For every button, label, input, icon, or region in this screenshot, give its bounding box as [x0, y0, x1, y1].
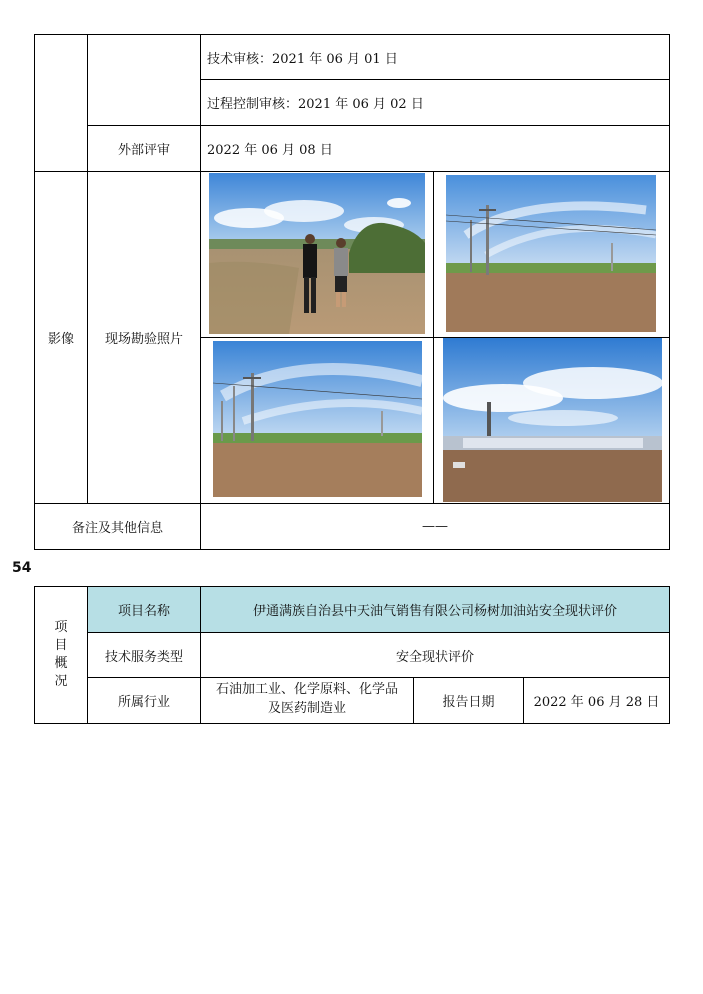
industry-label: 所属行业 [117, 695, 170, 710]
site-photo-field [213, 341, 422, 497]
service-type: 安全现状评价 [395, 649, 474, 665]
industry: 石油加工业、化学原料、化学品 及医药制造业 [215, 682, 398, 716]
site-photo-poles [446, 175, 656, 332]
tech-review-date: 技术审核：2021 年 06 月 01 日 [207, 51, 398, 67]
remarks-value: —— [422, 519, 448, 534]
site-photo-people [209, 173, 425, 334]
project-overview-label: 项 目 概 况 [54, 620, 68, 689]
page-number: 54 [12, 560, 32, 576]
remarks-label: 备注及其他信息 [71, 521, 163, 536]
image-label: 影像 [47, 332, 74, 347]
project-name: 伊通满族自治县中天油气销售有限公司杨树加油站安全现状评价 [252, 604, 617, 619]
site-photo-label: 现场勘验照片 [104, 332, 183, 347]
service-type-label: 技术服务类型 [104, 649, 183, 665]
report-date: 2022 年 06 月 28 日 [533, 695, 660, 710]
external-review-label: 外部评审 [117, 143, 170, 158]
external-review-date: 2022 年 06 月 08 日 [207, 143, 333, 158]
report-date-label: 报告日期 [442, 695, 495, 710]
project-name-label: 项目名称 [117, 604, 170, 619]
site-photo-fence [443, 338, 662, 502]
process-review-date: 过程控制审核：2021 年 06 月 02 日 [207, 97, 424, 112]
